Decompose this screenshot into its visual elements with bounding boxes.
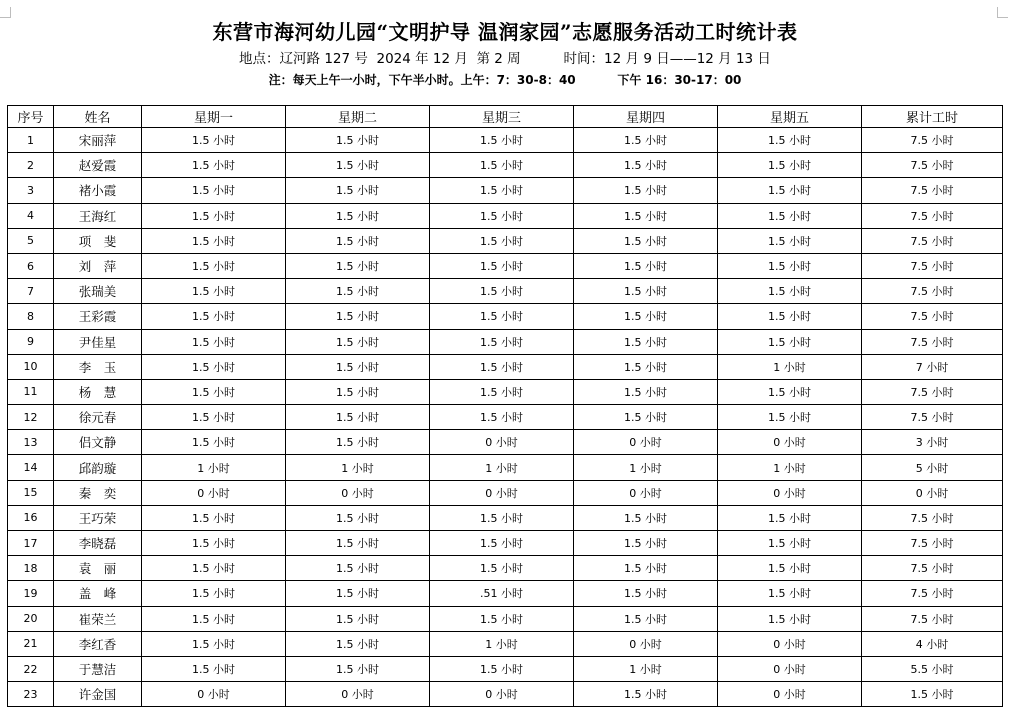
- cell-index: 21: [8, 631, 54, 656]
- table-row: [8, 430, 1003, 455]
- cell-total: 3 小时: [862, 430, 1003, 455]
- cell-name: 许金国: [54, 682, 142, 707]
- cell-total: 7.5 小时: [862, 581, 1003, 606]
- header-index: 序号: [8, 106, 54, 128]
- cell-monday: 1.5 小时: [142, 531, 286, 556]
- cell-index: 6: [8, 253, 54, 278]
- table-row: [8, 480, 1003, 505]
- cell-index: 11: [8, 379, 54, 404]
- cell-tuesday: 1.5 小时: [286, 128, 430, 153]
- table-row: [8, 405, 1003, 430]
- cell-index: 18: [8, 556, 54, 581]
- cell-index: 15: [8, 480, 54, 505]
- table-row: [8, 581, 1003, 606]
- cell-monday: 1.5 小时: [142, 581, 286, 606]
- table-row: [8, 253, 1003, 278]
- cell-monday: 1.5 小时: [142, 379, 286, 404]
- header-wednesday: 星期三: [430, 106, 574, 128]
- cell-name: 秦 奕: [54, 480, 142, 505]
- cell-monday: 1.5 小时: [142, 228, 286, 253]
- cell-wednesday: 0 小时: [430, 480, 574, 505]
- table-row: [8, 682, 1003, 707]
- cell-friday: 1 小时: [718, 354, 862, 379]
- table-row: [8, 379, 1003, 404]
- cell-index: 7: [8, 279, 54, 304]
- cell-thursday: 1.5 小时: [574, 203, 718, 228]
- cell-friday: 0 小时: [718, 631, 862, 656]
- cell-total: 7.5 小时: [862, 178, 1003, 203]
- cell-friday: 1.5 小时: [718, 606, 862, 631]
- cell-index: 20: [8, 606, 54, 631]
- cell-wednesday: 1.5 小时: [430, 279, 574, 304]
- cell-thursday: 1 小时: [574, 455, 718, 480]
- cell-friday: 1.5 小时: [718, 581, 862, 606]
- cell-wednesday: 1.5 小时: [430, 656, 574, 681]
- table-row: [8, 203, 1003, 228]
- cell-wednesday: 1.5 小时: [430, 128, 574, 153]
- cell-thursday: 1.5 小时: [574, 354, 718, 379]
- cell-thursday: 1.5 小时: [574, 505, 718, 530]
- header-monday: 星期一: [142, 106, 286, 128]
- cell-thursday: 1.5 小时: [574, 279, 718, 304]
- cell-monday: 1.5 小时: [142, 253, 286, 278]
- cell-monday: 1.5 小时: [142, 556, 286, 581]
- cell-name: 袁 丽: [54, 556, 142, 581]
- cell-monday: 1.5 小时: [142, 405, 286, 430]
- cell-monday: 1.5 小时: [142, 279, 286, 304]
- cell-total: 7.5 小时: [862, 606, 1003, 631]
- cell-name: 杨 慧: [54, 379, 142, 404]
- cell-total: 7.5 小时: [862, 405, 1003, 430]
- cell-friday: 1.5 小时: [718, 304, 862, 329]
- cell-total: 0 小时: [862, 480, 1003, 505]
- cell-monday: 1.5 小时: [142, 505, 286, 530]
- cell-thursday: 1.5 小时: [574, 556, 718, 581]
- cell-thursday: 1.5 小时: [574, 253, 718, 278]
- cell-tuesday: 1.5 小时: [286, 656, 430, 681]
- cell-index: 16: [8, 505, 54, 530]
- header-total: 累计工时: [862, 106, 1003, 128]
- cell-total: 7 小时: [862, 354, 1003, 379]
- cell-monday: 1.5 小时: [142, 178, 286, 203]
- cell-name: 李 玉: [54, 354, 142, 379]
- table-row: [8, 279, 1003, 304]
- cell-tuesday: 1.5 小时: [286, 379, 430, 404]
- table-row: [8, 631, 1003, 656]
- cell-name: 侣文静: [54, 430, 142, 455]
- table-row: [8, 455, 1003, 480]
- cell-friday: 1.5 小时: [718, 279, 862, 304]
- cell-tuesday: 0 小时: [286, 480, 430, 505]
- cell-total: 7.5 小时: [862, 279, 1003, 304]
- cell-name: 王海红: [54, 203, 142, 228]
- cell-thursday: 1.5 小时: [574, 329, 718, 354]
- cell-tuesday: 1 小时: [286, 455, 430, 480]
- cell-wednesday: 1.5 小时: [430, 505, 574, 530]
- cell-name: 李红香: [54, 631, 142, 656]
- cell-friday: 1.5 小时: [718, 329, 862, 354]
- cell-name: 邱韵璇: [54, 455, 142, 480]
- cell-index: 17: [8, 531, 54, 556]
- table-row: [8, 606, 1003, 631]
- cell-monday: 0 小时: [142, 480, 286, 505]
- cell-tuesday: 1.5 小时: [286, 354, 430, 379]
- cell-monday: 1 小时: [142, 455, 286, 480]
- cell-friday: 1.5 小时: [718, 153, 862, 178]
- cell-total: 7.5 小时: [862, 228, 1003, 253]
- page-corner-mark-left: [0, 7, 11, 18]
- cell-tuesday: 1.5 小时: [286, 405, 430, 430]
- cell-friday: 1.5 小时: [718, 405, 862, 430]
- cell-name: 于慧洁: [54, 656, 142, 681]
- cell-wednesday: 1.5 小时: [430, 304, 574, 329]
- cell-index: 22: [8, 656, 54, 681]
- table-row: [8, 354, 1003, 379]
- page-corner-mark-right: [997, 7, 1008, 18]
- cell-thursday: 1.5 小时: [574, 128, 718, 153]
- cell-total: 7.5 小时: [862, 128, 1003, 153]
- cell-thursday: 1.5 小时: [574, 379, 718, 404]
- cell-monday: 1.5 小时: [142, 606, 286, 631]
- cell-wednesday: 0 小时: [430, 682, 574, 707]
- cell-name: 赵爱霞: [54, 153, 142, 178]
- header-name: 姓名: [54, 106, 142, 128]
- cell-tuesday: 1.5 小时: [286, 606, 430, 631]
- cell-tuesday: 1.5 小时: [286, 430, 430, 455]
- cell-wednesday: 1.5 小时: [430, 253, 574, 278]
- cell-friday: 1.5 小时: [718, 228, 862, 253]
- cell-monday: 1.5 小时: [142, 329, 286, 354]
- cell-monday: 1.5 小时: [142, 354, 286, 379]
- cell-name: 崔荣兰: [54, 606, 142, 631]
- cell-total: 7.5 小时: [862, 556, 1003, 581]
- cell-tuesday: 1.5 小时: [286, 253, 430, 278]
- cell-index: 2: [8, 153, 54, 178]
- cell-name: 项 斐: [54, 228, 142, 253]
- table-row: [8, 178, 1003, 203]
- cell-friday: 1.5 小时: [718, 505, 862, 530]
- cell-name: 王彩霞: [54, 304, 142, 329]
- cell-index: 4: [8, 203, 54, 228]
- cell-wednesday: 1.5 小时: [430, 354, 574, 379]
- table-row: [8, 128, 1003, 153]
- cell-monday: 1.5 小时: [142, 128, 286, 153]
- cell-total: 7.5 小时: [862, 505, 1003, 530]
- cell-name: 李晓磊: [54, 531, 142, 556]
- cell-total: 7.5 小时: [862, 329, 1003, 354]
- cell-total: 7.5 小时: [862, 304, 1003, 329]
- cell-thursday: 1.5 小时: [574, 228, 718, 253]
- cell-thursday: 1.5 小时: [574, 682, 718, 707]
- table-row: [8, 329, 1003, 354]
- table-row: [8, 556, 1003, 581]
- cell-wednesday: 1.5 小时: [430, 379, 574, 404]
- table-row: [8, 656, 1003, 681]
- table-body: [8, 128, 1003, 707]
- cell-wednesday: 1.5 小时: [430, 228, 574, 253]
- cell-thursday: 1 小时: [574, 656, 718, 681]
- cell-wednesday: 1.5 小时: [430, 531, 574, 556]
- cell-friday: 0 小时: [718, 480, 862, 505]
- cell-monday: 1.5 小时: [142, 153, 286, 178]
- document-subtitle: 地点：辽河路 127 号 2024 年 12 月 第 2 周 时间：12 月 9 日——12 月 13 日: [239, 51, 771, 67]
- cell-friday: 1.5 小时: [718, 178, 862, 203]
- cell-wednesday: 1.5 小时: [430, 203, 574, 228]
- cell-index: 14: [8, 455, 54, 480]
- table-row: [8, 304, 1003, 329]
- cell-total: 7.5 小时: [862, 253, 1003, 278]
- cell-name: 王巧荣: [54, 505, 142, 530]
- document-title: 东营市海河幼儿园“文明护导 温润家园”志愿服务活动工时统计表: [212, 20, 798, 44]
- cell-tuesday: 1.5 小时: [286, 581, 430, 606]
- cell-wednesday: 1 小时: [430, 455, 574, 480]
- cell-index: 10: [8, 354, 54, 379]
- cell-name: 尹佳星: [54, 329, 142, 354]
- cell-thursday: 1.5 小时: [574, 606, 718, 631]
- cell-index: 8: [8, 304, 54, 329]
- cell-monday: 1.5 小时: [142, 656, 286, 681]
- cell-friday: 1.5 小时: [718, 203, 862, 228]
- cell-index: 3: [8, 178, 54, 203]
- cell-monday: 1.5 小时: [142, 430, 286, 455]
- cell-tuesday: 1.5 小时: [286, 228, 430, 253]
- table-row: [8, 228, 1003, 253]
- cell-index: 23: [8, 682, 54, 707]
- cell-name: 刘 萍: [54, 253, 142, 278]
- cell-name: 褚小霞: [54, 178, 142, 203]
- cell-wednesday: 1.5 小时: [430, 556, 574, 581]
- cell-name: 徐元春: [54, 405, 142, 430]
- cell-index: 1: [8, 128, 54, 153]
- cell-friday: 1.5 小时: [718, 531, 862, 556]
- cell-total: 7.5 小时: [862, 153, 1003, 178]
- table-row: [8, 153, 1003, 178]
- cell-tuesday: 1.5 小时: [286, 153, 430, 178]
- cell-tuesday: 1.5 小时: [286, 556, 430, 581]
- cell-index: 5: [8, 228, 54, 253]
- cell-name: 张瑞美: [54, 279, 142, 304]
- worktime-table: [7, 105, 1003, 707]
- header-friday: 星期五: [718, 106, 862, 128]
- cell-wednesday: 0 小时: [430, 430, 574, 455]
- cell-total: 1.5 小时: [862, 682, 1003, 707]
- cell-wednesday: .51 小时: [430, 581, 574, 606]
- cell-tuesday: 1.5 小时: [286, 531, 430, 556]
- cell-wednesday: 1.5 小时: [430, 606, 574, 631]
- cell-total: 5 小时: [862, 455, 1003, 480]
- cell-monday: 0 小时: [142, 682, 286, 707]
- cell-total: 7.5 小时: [862, 531, 1003, 556]
- cell-total: 7.5 小时: [862, 379, 1003, 404]
- cell-friday: 1.5 小时: [718, 379, 862, 404]
- cell-total: 5.5 小时: [862, 656, 1003, 681]
- document-note: 注：每天上午一小时，下午半小时。上午：7：30-8：40 下午 16：30-17：00: [268, 73, 742, 87]
- cell-name: 宋丽萍: [54, 128, 142, 153]
- cell-wednesday: 1.5 小时: [430, 405, 574, 430]
- cell-name: 盖 峰: [54, 581, 142, 606]
- cell-thursday: 1.5 小时: [574, 304, 718, 329]
- cell-wednesday: 1.5 小时: [430, 178, 574, 203]
- header-tuesday: 星期二: [286, 106, 430, 128]
- cell-tuesday: 0 小时: [286, 682, 430, 707]
- cell-friday: 1 小时: [718, 455, 862, 480]
- cell-friday: 0 小时: [718, 682, 862, 707]
- cell-tuesday: 1.5 小时: [286, 304, 430, 329]
- cell-thursday: 0 小时: [574, 631, 718, 656]
- cell-index: 9: [8, 329, 54, 354]
- cell-friday: 1.5 小时: [718, 556, 862, 581]
- cell-tuesday: 1.5 小时: [286, 505, 430, 530]
- cell-thursday: 1.5 小时: [574, 405, 718, 430]
- cell-thursday: 1.5 小时: [574, 153, 718, 178]
- cell-tuesday: 1.5 小时: [286, 203, 430, 228]
- header-thursday: 星期四: [574, 106, 718, 128]
- cell-thursday: 1.5 小时: [574, 581, 718, 606]
- cell-monday: 1.5 小时: [142, 203, 286, 228]
- table-header-row: [8, 106, 1003, 128]
- cell-wednesday: 1.5 小时: [430, 153, 574, 178]
- cell-tuesday: 1.5 小时: [286, 279, 430, 304]
- cell-tuesday: 1.5 小时: [286, 178, 430, 203]
- cell-wednesday: 1.5 小时: [430, 329, 574, 354]
- cell-wednesday: 1 小时: [430, 631, 574, 656]
- cell-thursday: 0 小时: [574, 430, 718, 455]
- cell-index: 19: [8, 581, 54, 606]
- cell-thursday: 0 小时: [574, 480, 718, 505]
- cell-thursday: 1.5 小时: [574, 531, 718, 556]
- cell-tuesday: 1.5 小时: [286, 631, 430, 656]
- cell-friday: 0 小时: [718, 656, 862, 681]
- cell-index: 12: [8, 405, 54, 430]
- cell-friday: 1.5 小时: [718, 128, 862, 153]
- cell-monday: 1.5 小时: [142, 304, 286, 329]
- table-row: [8, 531, 1003, 556]
- cell-index: 13: [8, 430, 54, 455]
- cell-friday: 1.5 小时: [718, 253, 862, 278]
- cell-total: 4 小时: [862, 631, 1003, 656]
- cell-tuesday: 1.5 小时: [286, 329, 430, 354]
- cell-total: 7.5 小时: [862, 203, 1003, 228]
- cell-thursday: 1.5 小时: [574, 178, 718, 203]
- cell-monday: 1.5 小时: [142, 631, 286, 656]
- cell-friday: 0 小时: [718, 430, 862, 455]
- table-row: [8, 505, 1003, 530]
